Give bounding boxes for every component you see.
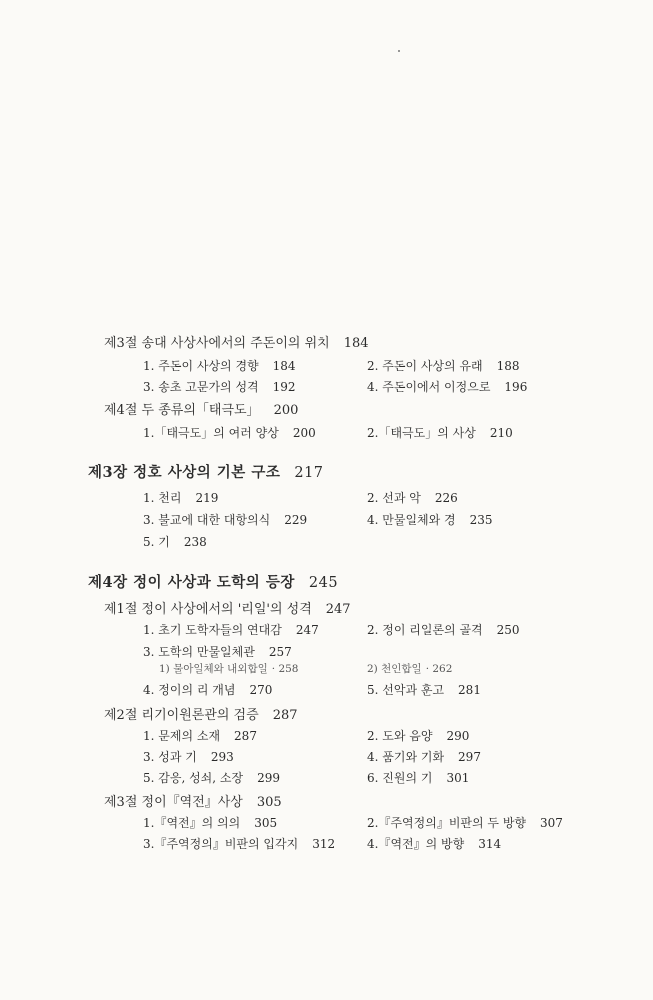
toc-item[interactable] xyxy=(143,536,207,548)
toc-entry-title: 2. 선과 악 xyxy=(367,491,421,505)
toc-item[interactable] xyxy=(143,646,292,658)
toc-subitem[interactable] xyxy=(159,664,298,675)
toc-entry-title: 5. 선악과 훈고 xyxy=(367,683,445,697)
toc-page-number: 219 xyxy=(195,491,219,505)
toc-entry-title: 1. 천리 xyxy=(143,491,182,505)
toc-page-number: 226 xyxy=(434,491,458,505)
toc-item[interactable] xyxy=(143,730,257,742)
toc-entry-title: 1) 물아일체와 내외합일 xyxy=(159,663,268,675)
toc-entry-title: 4. 품기와 기화 xyxy=(367,750,445,764)
toc-entry-title: 2.「태극도」의 사상 xyxy=(367,426,476,440)
toc-item[interactable] xyxy=(143,427,316,439)
toc-entry-title: 제1절 정이 사상에서의 '리일'의 성격 xyxy=(104,602,312,617)
toc-page-number: 305 xyxy=(254,816,278,830)
toc-page-number: 293 xyxy=(210,750,234,764)
toc-page-number: 270 xyxy=(249,683,273,697)
toc-entry-title: 2. 주돈이 사상의 유래 xyxy=(367,359,483,373)
toc-page-number: · 262 xyxy=(425,663,453,675)
toc-item[interactable] xyxy=(367,514,493,526)
toc-page-number: 314 xyxy=(478,837,502,851)
toc-page-number: 184 xyxy=(343,336,369,351)
toc-item[interactable] xyxy=(143,514,307,526)
toc-item[interactable] xyxy=(367,730,469,742)
toc-section-heading[interactable] xyxy=(104,603,351,616)
toc-page-number: 247 xyxy=(295,623,319,637)
toc-item[interactable] xyxy=(367,751,481,763)
toc-page-number: 307 xyxy=(540,816,563,830)
toc-entry-title: 6. 진원의 기 xyxy=(367,771,433,785)
toc-item[interactable] xyxy=(143,381,296,393)
toc-item[interactable] xyxy=(367,624,520,636)
toc-item[interactable] xyxy=(367,684,481,696)
toc-page-number: 229 xyxy=(284,513,308,527)
toc-page-number: 210 xyxy=(489,426,513,440)
toc-entry-title: 1.「태극도」의 여러 양상 xyxy=(143,426,279,440)
toc-entry-title: 1.『역전』의 의의 xyxy=(143,816,241,830)
toc-item[interactable] xyxy=(143,772,280,784)
toc-entry-title: 5. 감응, 성쇠, 소장 xyxy=(143,771,244,785)
toc-page-number: 297 xyxy=(458,750,481,764)
toc-page-number: 188 xyxy=(496,359,520,373)
toc-page-number: 238 xyxy=(183,535,207,549)
toc-item[interactable] xyxy=(143,492,218,504)
toc-page-number: 245 xyxy=(308,575,339,591)
toc-entry-title: 3.『주역정의』비판의 입각지 xyxy=(143,837,299,851)
toc-entry-title: 제3절 송대 사상사에서의 주돈이의 위치 xyxy=(104,336,330,351)
toc-item[interactable] xyxy=(367,492,458,504)
toc-entry-title: 3. 도학의 만물일체관 xyxy=(143,645,255,659)
toc-item[interactable] xyxy=(367,817,563,829)
toc-entry-title: 2.『주역정의』비판의 두 방향 xyxy=(367,816,526,830)
toc-subitem[interactable] xyxy=(367,664,452,675)
toc-entry-title: 2. 도와 음양 xyxy=(367,729,433,743)
toc-entry-title: 4. 만물일체와 경 xyxy=(367,513,456,527)
toc-page-number: · 258 xyxy=(271,663,299,675)
toc-chapter-heading[interactable] xyxy=(88,466,324,481)
toc-entry-title: 제4절 두 종류의「태극도」 xyxy=(104,403,260,418)
toc-section-heading[interactable] xyxy=(104,337,369,350)
toc-item[interactable] xyxy=(367,427,513,439)
toc-page-number: 247 xyxy=(325,602,351,617)
toc-entry-title: 제2절 리기이원론관의 검증 xyxy=(104,708,259,723)
toc-entry-title: 4. 정이의 리 개념 xyxy=(143,683,236,697)
toc-entry-title: 제3장 정호 사상의 기본 구조 xyxy=(88,464,281,481)
toc-item[interactable] xyxy=(367,381,527,393)
toc-item[interactable] xyxy=(143,360,296,372)
toc-item[interactable] xyxy=(367,772,469,784)
toc-chapter-heading[interactable] xyxy=(88,576,338,591)
toc-page-number: 299 xyxy=(257,771,280,785)
toc-entry-title: 3. 송초 고문가의 성격 xyxy=(143,380,259,394)
toc-entry-title: 2. 정이 리일론의 골격 xyxy=(367,623,483,637)
toc-page-number: 305 xyxy=(256,795,282,810)
toc-entry-title: 4.『역전』의 방향 xyxy=(367,837,465,851)
toc-page-number: 301 xyxy=(446,771,470,785)
toc-item[interactable] xyxy=(367,360,520,372)
toc-entry-title: 5. 기 xyxy=(143,535,170,549)
toc-entry-title: 3. 성과 기 xyxy=(143,750,197,764)
toc-page-number: 257 xyxy=(268,645,292,659)
toc-entry-title: 2) 천인합일 xyxy=(367,663,422,675)
toc-page-number: 200 xyxy=(292,426,316,440)
toc-item[interactable] xyxy=(367,838,501,850)
toc-page-number: 312 xyxy=(312,837,336,851)
toc-page-number: 281 xyxy=(458,683,481,697)
toc-page-number: 192 xyxy=(272,380,296,394)
toc-page-number: 287 xyxy=(234,729,257,743)
toc-item[interactable] xyxy=(143,817,277,829)
toc-item[interactable] xyxy=(143,684,272,696)
toc-page-number: 200 xyxy=(273,403,299,418)
toc-entry-title: 제4장 정이 사상과 도학의 등장 xyxy=(88,574,295,591)
toc-page-number: 217 xyxy=(294,465,324,481)
toc-entry-title: 4. 주돈이에서 이정으로 xyxy=(367,380,491,394)
toc-entry-title: 3. 불교에 대한 대항의식 xyxy=(143,513,271,527)
toc-item[interactable] xyxy=(143,751,234,763)
toc-item[interactable] xyxy=(143,624,319,636)
toc-entry-title: 1. 문제의 소재 xyxy=(143,729,221,743)
toc-entry-title: 1. 주돈이 사상의 경향 xyxy=(143,359,259,373)
toc-item[interactable] xyxy=(143,838,335,850)
toc-page-number: 287 xyxy=(272,708,298,723)
toc-section-heading[interactable] xyxy=(104,796,282,809)
toc-section-heading[interactable] xyxy=(104,709,298,722)
toc-page-number: 290 xyxy=(446,729,470,743)
toc-entry-title: 1. 초기 도학자들의 연대감 xyxy=(143,623,282,637)
toc-page-number: 235 xyxy=(469,513,493,527)
toc-entry-title: 제3절 정이『역전』사상 xyxy=(104,795,243,810)
toc-page-number: 184 xyxy=(272,359,296,373)
toc-page-number: 196 xyxy=(504,380,528,394)
toc-page-number: 250 xyxy=(496,623,520,637)
toc-section-heading[interactable] xyxy=(104,404,298,417)
